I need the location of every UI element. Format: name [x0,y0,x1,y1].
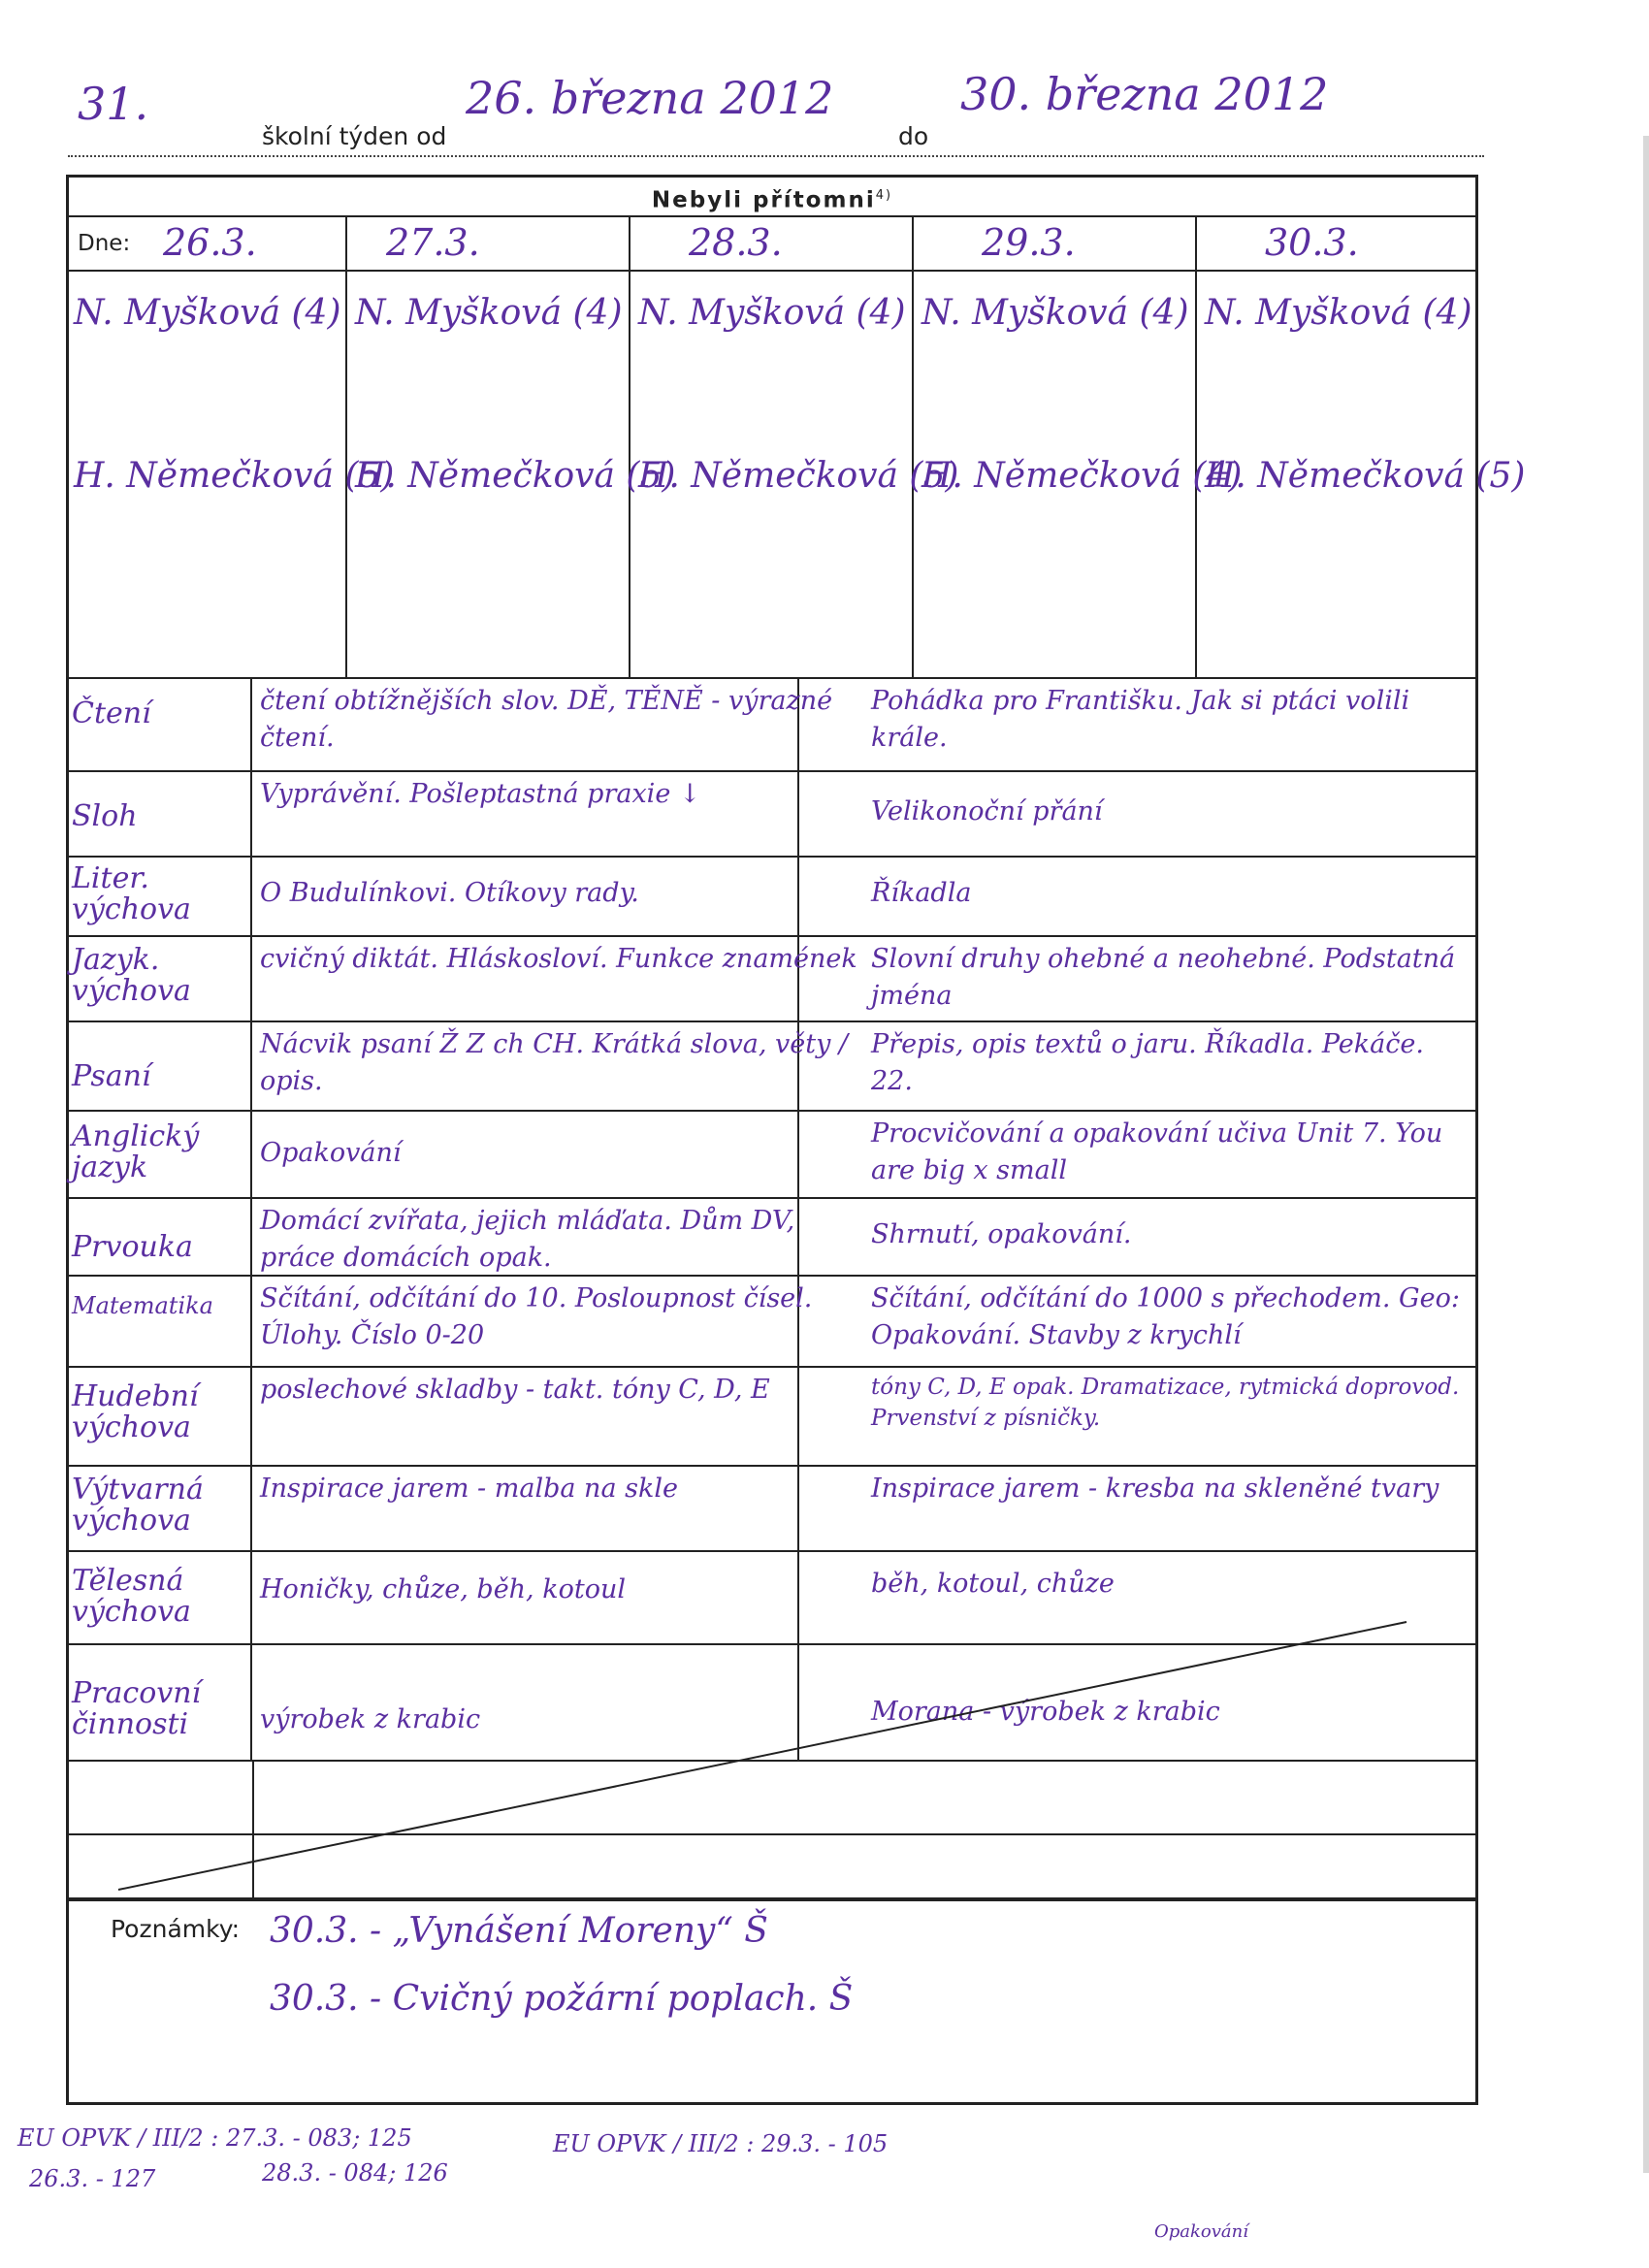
subject-lesson-right: Velikonoční přání [871,796,1103,826]
absentees-column [347,272,676,679]
absent-student: H. Němečková (4) [922,456,1243,496]
note-line: 30.3. - Cvičný požární poplach. Š [270,1979,854,2019]
absentees-column [66,272,395,679]
subject-lesson-left: Honičky, chůze, běh, kotoul [260,1574,626,1604]
subject-lesson-left: Vyprávění. Pošleptastná praxie ↓ [260,779,701,809]
subject-lesson-left: Inspirace jarem - malba na skle [260,1474,678,1504]
day-date: 27.3. [386,221,480,264]
footer-note: 28.3. - 084; 126 [262,2159,448,2187]
absentees-area [66,272,1526,679]
subject-name: Pracovní činnosti [66,1645,252,1760]
subject-row [66,1112,1478,1199]
header-dotted-line [68,155,1484,157]
subject-row [66,1199,1478,1277]
subject-row [66,772,1478,858]
week-label: školní týden od [262,122,447,150]
day-date: 26.3. [163,221,257,264]
absent-student: H. Němečková (5) [1205,456,1526,496]
day-date: 28.3. [689,221,783,264]
subject-name: Sloh [66,772,252,856]
strike-through-line [66,1601,1478,1901]
subject-lesson-right: tóny C, D, E opak. Dramatizace, rytmická doprovod. Prvenství z písničky. [871,1375,1460,1431]
subject-lesson-right: Říkadla [871,878,972,908]
day-cell [347,217,630,272]
absentees-column [1197,272,1526,679]
subject-lesson-left: výrobek z krabic [260,1704,481,1734]
day-date: 30.3. [1265,221,1359,264]
absentees-column [914,272,1243,679]
subject-name: Psaní [66,1022,252,1110]
subject-name: Anglický jazyk [66,1112,252,1197]
footer-note: Opakování [1154,2221,1249,2242]
to-label: do [898,122,929,150]
subject-lesson-right: Slovní druhy ohebné a neohebné. Podstatná jména [871,944,1456,1011]
absent-student: N. Myšková (4) [638,293,906,333]
absent-student: N. Myšková (4) [355,293,623,333]
week-number: 31. [78,78,149,130]
subject-row [66,1467,1478,1552]
diagonal-line [118,1622,1406,1890]
subject-name: Výtvarná výchova [66,1467,252,1550]
note-line: 30.3. - „Vynášení Moreny“ Š [270,1911,768,1951]
notes-label: Poznámky: [111,1915,241,1943]
day-row [66,217,1478,272]
subject-row [66,858,1478,937]
subject-row [66,1368,1478,1467]
date-from: 26. března 2012 [466,72,834,124]
day-cell [914,217,1197,272]
subject-name: Prvouka [66,1199,252,1275]
subject-lesson-left: O Budulínkovi. Otíkovy rady. [260,878,639,908]
day-label: Dne: [78,231,131,256]
day-cell [66,217,347,272]
absentees-column [630,272,959,679]
subject-lesson-left: Opakování [260,1138,402,1168]
subject-name: Hudební výchova [66,1368,252,1465]
page-edge [1643,136,1649,2173]
subject-name: Čtení [66,679,252,770]
absent-student: N. Myšková (4) [922,293,1189,333]
subject-row [66,1277,1478,1368]
subject-lesson-right: Pohádka pro Františku. Jak si ptáci volili krále. [871,686,1410,753]
footer-note: 26.3. - 127 [29,2165,156,2192]
subject-lesson-left: Sčítání, odčítání do 10. Posloupnost čísel. Úlohy. Číslo 0-20 [260,1283,813,1350]
day-cell [1197,217,1478,272]
absent-student: H. Němečková (5) [74,456,395,496]
subject-name: Tělesná výchova [66,1552,252,1643]
absent-student: H. Němečková (5) [355,456,676,496]
subject-row [66,679,1478,772]
day-cell [630,217,914,272]
absence-title: Nebyli přítomni$^{4)}$ [66,175,1478,217]
subject-lesson-right: běh, kotoul, chůze [871,1569,1115,1599]
absent-student: N. Myšková (4) [1205,293,1472,333]
subject-row [66,1022,1478,1112]
subject-lesson-left: čtení obtížnějších slov. DĚ, TĚNĚ - výrazné čtení. [260,686,833,753]
subject-lesson-right: Sčítání, odčítání do 1000 s přechodem. Geo: Opakování. Stavby z krychlí [871,1283,1460,1350]
footer-note: EU OPVK / III/2 : 27.3. - 083; 125 [17,2124,412,2152]
subject-lesson-right: Procvičování a opakování učiva Unit 7. You are big x small [871,1118,1443,1185]
subject-lesson-left: Domácí zvířata, jejich mláďata. Dům DV, práce domácích opak. [260,1206,795,1273]
date-to: 30. března 2012 [960,68,1329,120]
subject-lesson-left: poslechové skladby - takt. tóny C, D, E [260,1375,770,1405]
notes-section [66,1899,1478,2105]
subject-lesson-left: Nácvik psaní Ž Z ch CH. Krátká slova, věty / opis. [260,1029,849,1096]
day-date: 29.3. [982,221,1076,264]
subject-name: Liter. výchova [66,858,252,935]
subject-name: Jazyk. výchova [66,937,252,1021]
absent-student: H. Němečková (5) [638,456,959,496]
subject-lesson-right: Morana - výrobek z krabic [871,1697,1220,1727]
subject-lesson-right: Shrnutí, opakování. [871,1219,1132,1249]
subject-row [66,937,1478,1022]
subject-lesson-left: cvičný diktát. Hláskosloví. Funkce znamének [260,944,857,974]
subject-lesson-right: Inspirace jarem - kresba na skleněné tvary [871,1474,1439,1504]
subject-lesson-right: Přepis, opis textů o jaru. Říkadla. Pekáče. 22. [871,1029,1424,1096]
absent-student: N. Myšková (4) [74,293,341,333]
subject-name: Matematika [66,1277,252,1366]
week-header [68,68,1474,165]
footer-note: EU OPVK / III/2 : 29.3. - 105 [553,2130,889,2157]
